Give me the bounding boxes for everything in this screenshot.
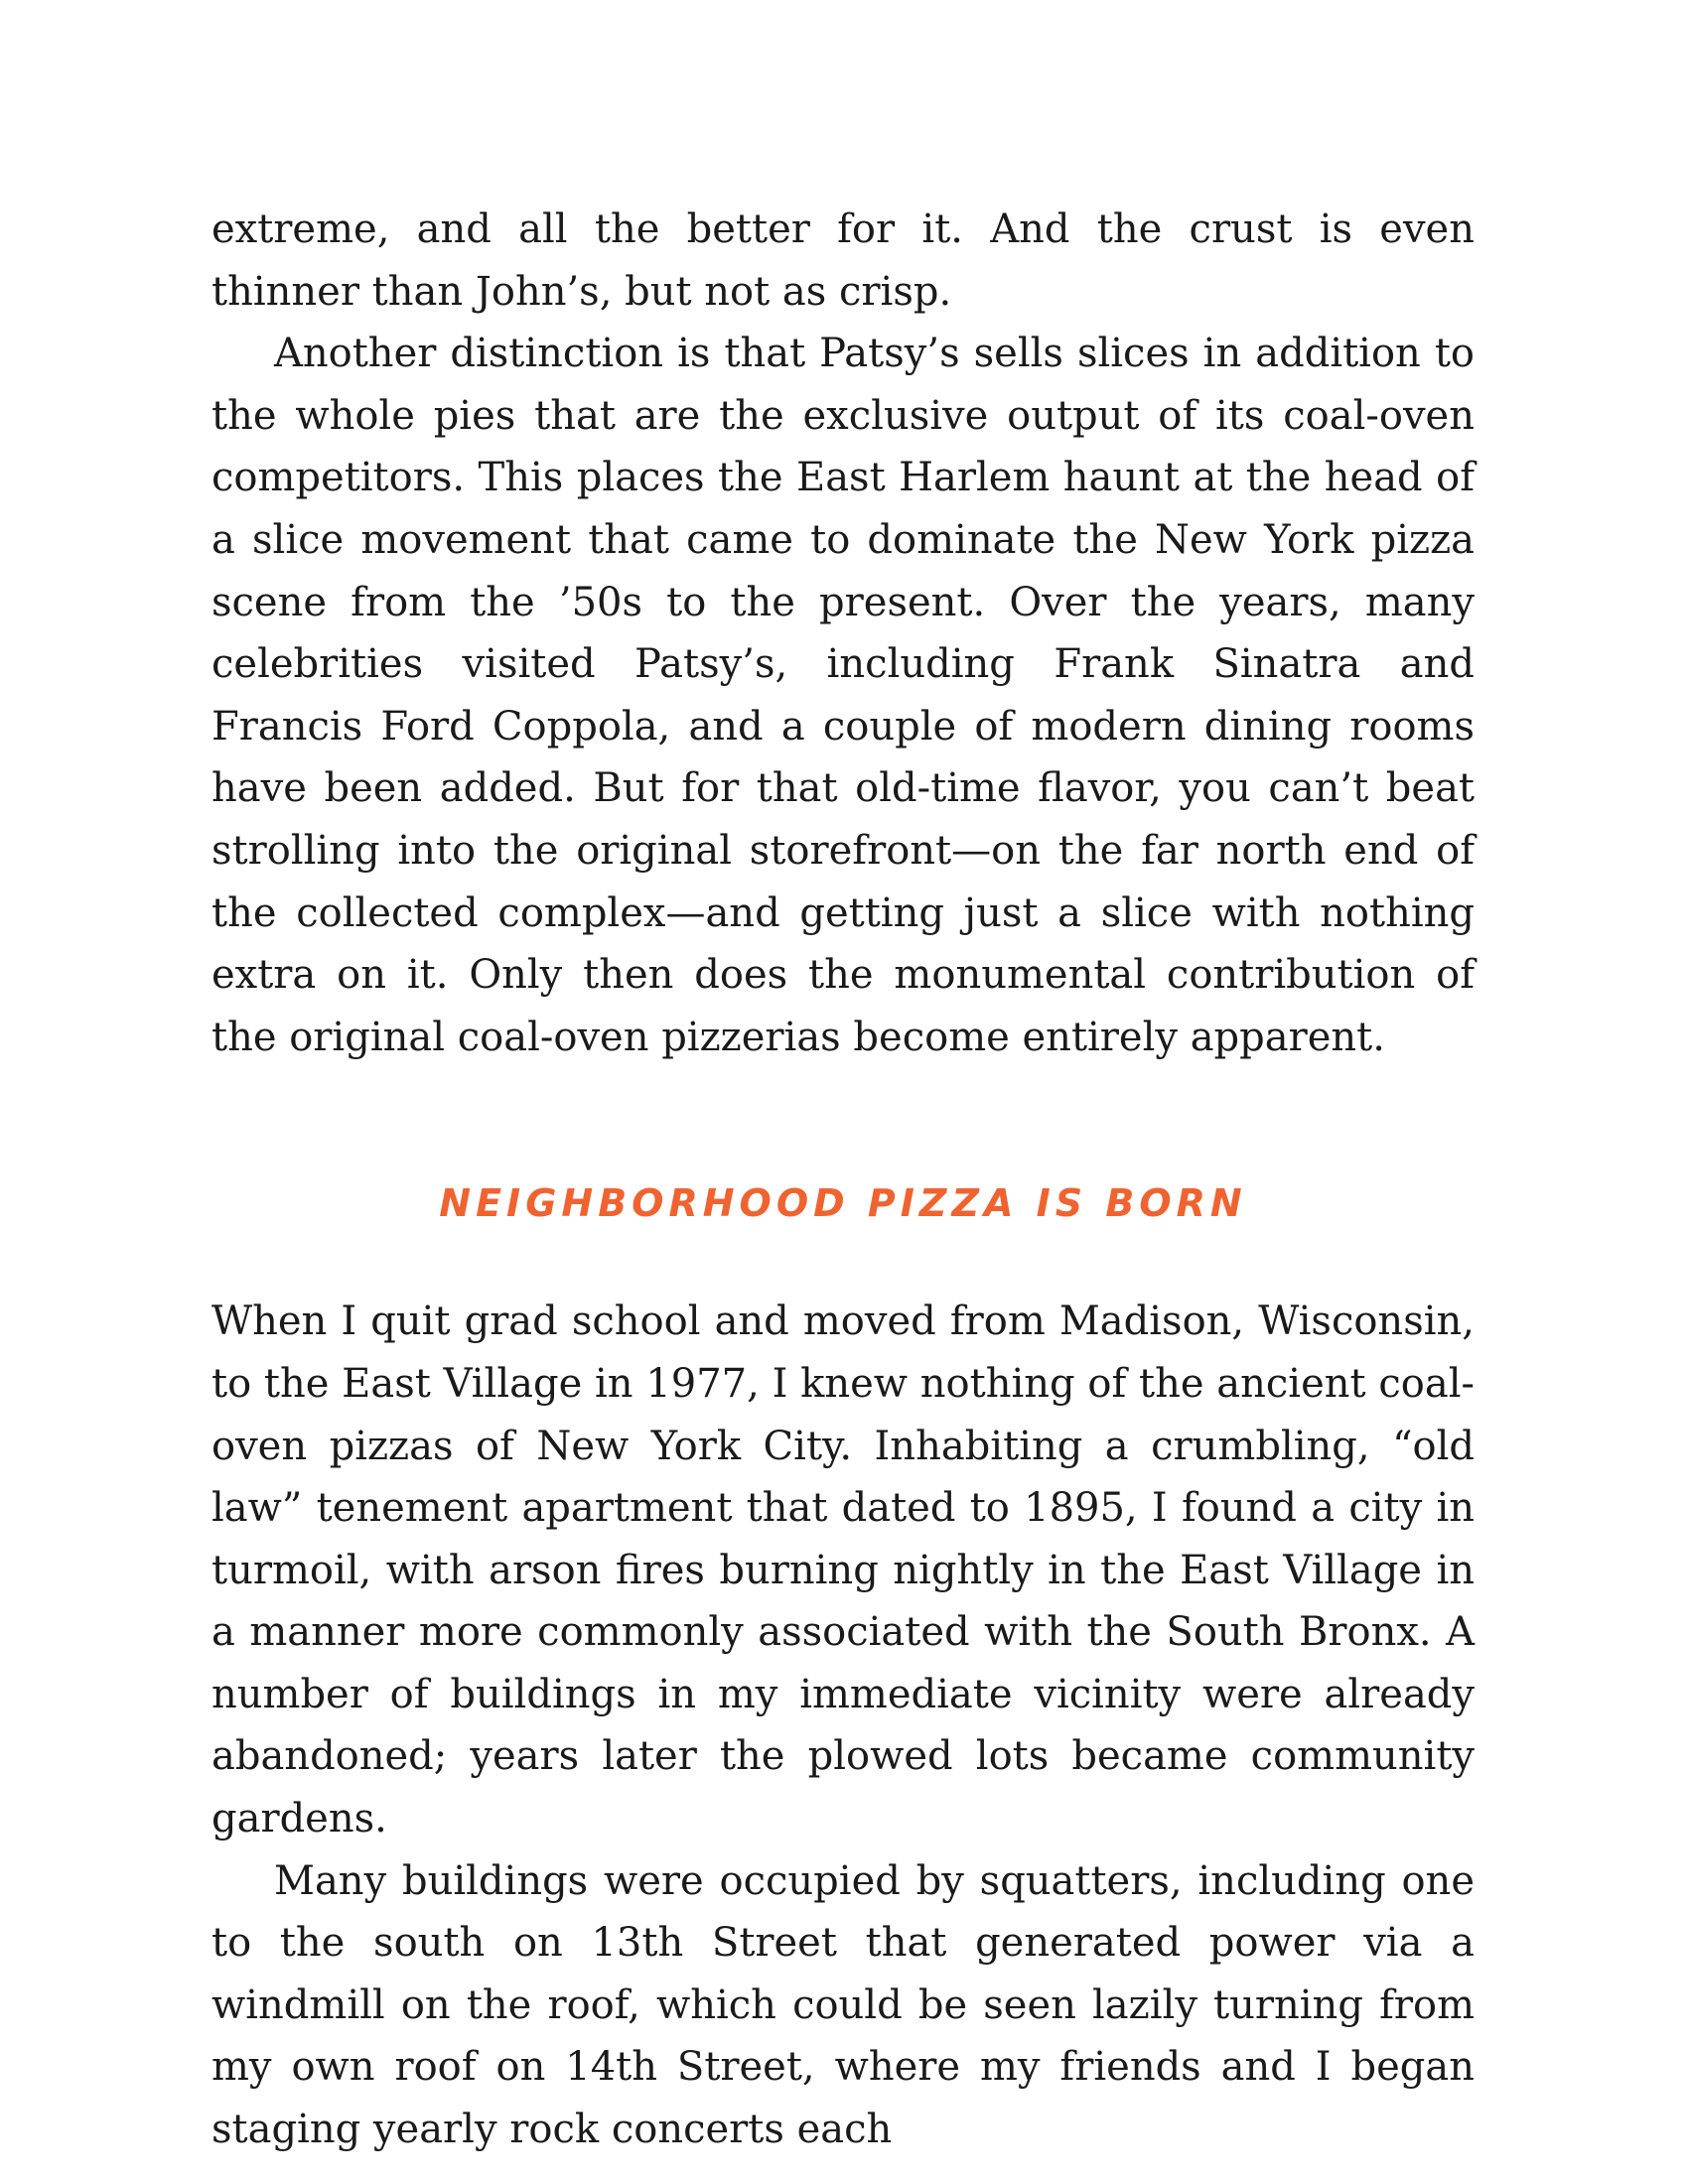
page-content: [211, 199, 1475, 2161]
section-heading: NEIGHBORHOOD PIZZA IS BORN: [439, 1181, 1247, 1226]
paragraph-east-village: When I quit grad school and moved from Madison, Wisconsin, to the East Village in 1977, I knew nothing of the ancient coal-oven pizzas of New York City. Inhabiting a crumbling, “old law” tenement apartment that dated to 1895, I found a city in turmoil, with arson fires burning nightly in the East Village in a manner more commonly associated with the South Bronx. A number of buildings in my immediate vicinity were already abandoned; years later the plowed lots became community gardens.: [211, 1298, 1475, 1843]
paragraph-continuation: extreme, and all the better for it. And the crust is even thinner than John’s, but not as crisp.: [211, 206, 1475, 315]
paragraph-squatters: Many buildings were occupied by squatters, including one to the south on 13th Street that generated power via a windmill on the roof, which could be seen lazily turning from my own roof on 14th Street, where my friends and I began staging yearly rock concerts each: [211, 1857, 1475, 2153]
paragraph-patsys-slices: Another distinction is that Patsy’s sells slices in addition to the whole pies that are the exclusive output of its coal-oven competitors. This places the East Harlem haunt at the head of a slice movement that came to dominate the New York pizza scene from the ’50s to the present. Over the years, many celebrities visited Patsy’s, including Frank Sinatra and Francis Ford Coppola, and a couple of modern dining rooms have been added. But for that old-time flavor, you can’t beat strolling into the original storefront—on the far north end of the collected complex—and getting just a slice with nothing extra on it. Only then does the monumental contribution of the original coal-oven pizzerias become entirely apparent.: [211, 331, 1475, 1060]
